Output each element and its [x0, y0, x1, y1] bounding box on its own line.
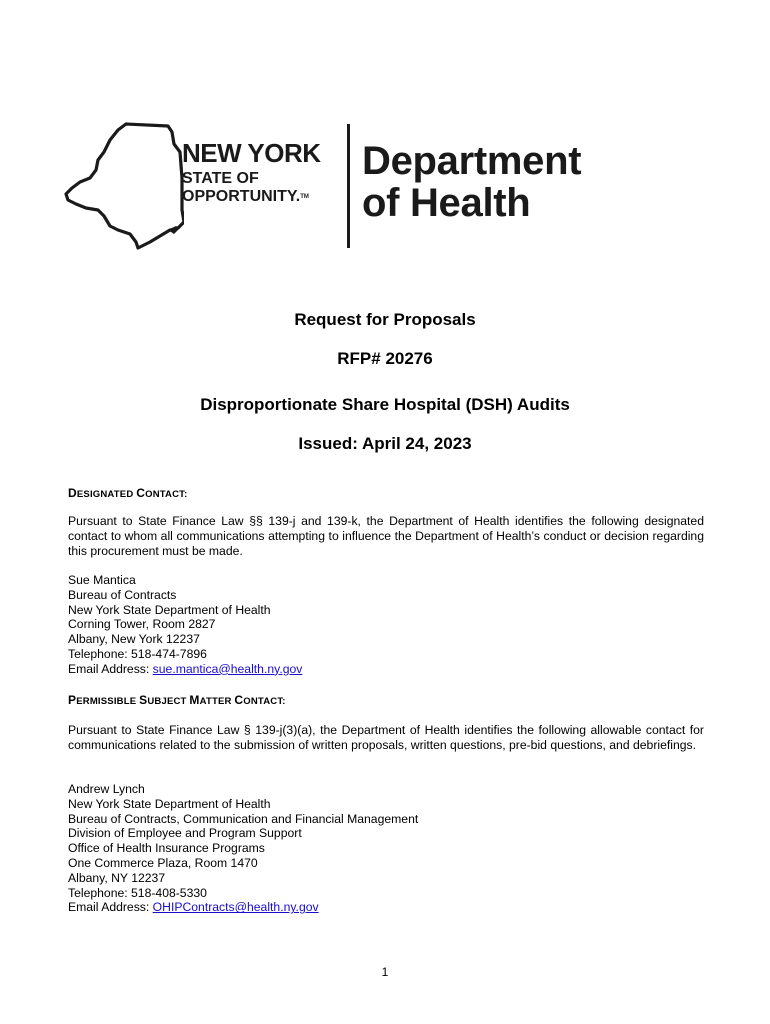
- address-line: One Commerce Plaza, Room 1470: [68, 855, 258, 870]
- heading-text: ONTACT:: [243, 696, 286, 707]
- trademark-mark: TM: [300, 194, 309, 200]
- nys-doh-logo: [64, 118, 624, 258]
- heading-letter: S: [139, 693, 148, 707]
- address-line: Albany, NY 12237: [68, 870, 166, 885]
- email-label: Email Address:: [68, 900, 153, 915]
- department-of-health-wordmark: [362, 140, 581, 224]
- address-line: Corning Tower, Room 2827: [68, 617, 216, 632]
- opportunity-text: OPPORTUNITY.: [182, 188, 301, 205]
- address-line: New York State Department of Health: [68, 602, 271, 617]
- address-line: Sue Mantica: [68, 573, 136, 587]
- heading-letter: M: [189, 693, 200, 707]
- rfp-number: RFP# 20276: [337, 349, 433, 368]
- designated-contact-heading: [68, 486, 704, 503]
- designated-contact-address: [68, 573, 704, 677]
- address-line: Bureau of Contracts, Communication and Financial Management: [68, 811, 419, 826]
- new-york-state-outline-icon: [64, 118, 184, 253]
- of-health-text: of Health: [362, 181, 531, 225]
- document-title: Request for Proposals: [294, 310, 476, 329]
- heading-text: ERMISSIBLE: [76, 696, 140, 707]
- new-york-state-of-opportunity-wordmark: [182, 140, 321, 206]
- heading-text: UBJECT: [147, 696, 190, 707]
- email-label: Email Address:: [68, 661, 153, 676]
- heading-text: ESIGNATED: [76, 489, 137, 500]
- heading-text: ATTER: [199, 696, 235, 707]
- new-york-wordmark: NEW YORK: [182, 138, 321, 168]
- designated-contact-email-link[interactable]: sue.mantica@health.ny.gov: [152, 661, 303, 676]
- state-of-wordmark: STATE OF: [182, 170, 259, 187]
- email-line: [68, 900, 704, 915]
- opportunity-wordmark: [182, 188, 321, 206]
- heading-letter: C: [234, 693, 244, 707]
- issued-date: Issued: April 24, 2023: [298, 434, 472, 453]
- permissible-contact-heading: [68, 693, 704, 710]
- address-line: Telephone: 518-474-7896: [68, 646, 207, 661]
- address-line: Office of Health Insurance Programs: [68, 841, 265, 856]
- permissible-contact-address: [68, 782, 704, 915]
- heading-letter: C: [136, 486, 146, 500]
- logo-divider: [347, 124, 350, 248]
- address-line: Albany, New York 12237: [68, 632, 200, 647]
- heading-text: ONTACT:: [145, 489, 188, 500]
- address-line: Division of Employee and Program Support: [68, 826, 302, 841]
- department-text: Department: [362, 139, 582, 183]
- address-line: Telephone: 518-408-5330: [68, 885, 207, 900]
- designated-contact-paragraph: Pursuant to State Finance Law §§ 139-j and 139-k, the Department of Health identifies the following designated contact to whom all communications attempting to influence the Department of Health’s conduct or decision regarding this procurement must be made.: [68, 514, 704, 558]
- rfp-subject: Disproportionate Share Hospital (DSH) Audits: [200, 395, 570, 414]
- heading-letter: P: [68, 693, 77, 707]
- email-line: [68, 662, 704, 677]
- address-line: New York State Department of Health: [68, 796, 271, 811]
- permissible-contact-paragraph: Pursuant to State Finance Law § 139-j(3)(a), the Department of Health identifies the following allowable contact for communications related to the submission of written proposals, written questions, pre-bid questions, and debriefings.: [68, 723, 704, 752]
- address-line: Andrew Lynch: [68, 782, 145, 796]
- page-number: 1: [381, 965, 389, 979]
- heading-letter: D: [68, 486, 77, 500]
- permissible-contact-email-link[interactable]: OHIPContracts@health.ny.gov: [152, 900, 319, 915]
- address-line: Bureau of Contracts: [68, 587, 177, 602]
